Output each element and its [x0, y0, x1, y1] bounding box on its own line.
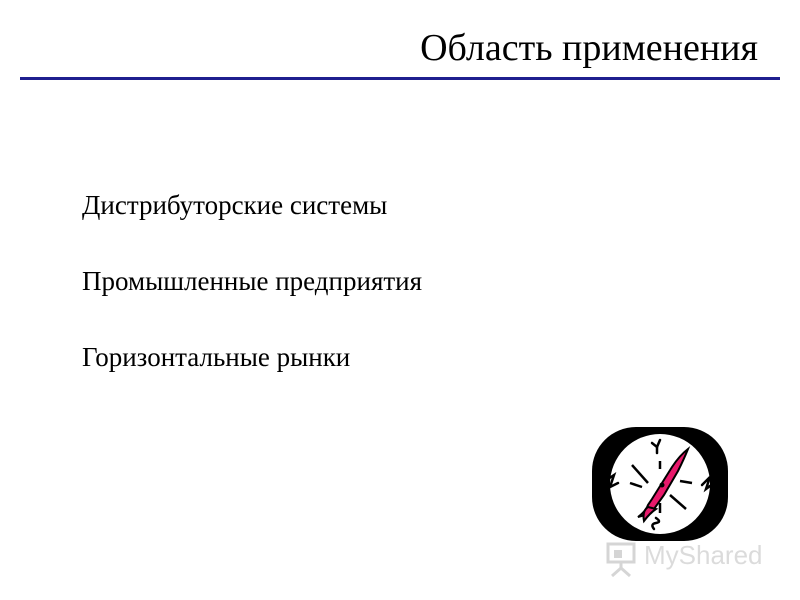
watermark-text: MyShared — [644, 540, 763, 570]
bullet-item: Дистрибуторские системы — [82, 190, 388, 220]
compass-icon — [590, 425, 730, 543]
presentation-logo-icon — [604, 538, 640, 578]
bullet-list — [82, 188, 422, 416]
bullet-item: Промышленные предприятия — [82, 266, 423, 296]
compass-pivot — [660, 483, 665, 488]
bullet-item: Горизонтальные рынки — [82, 342, 351, 372]
watermark — [604, 538, 774, 578]
title-divider — [20, 77, 780, 80]
slide-title: Область применения — [420, 27, 758, 69]
